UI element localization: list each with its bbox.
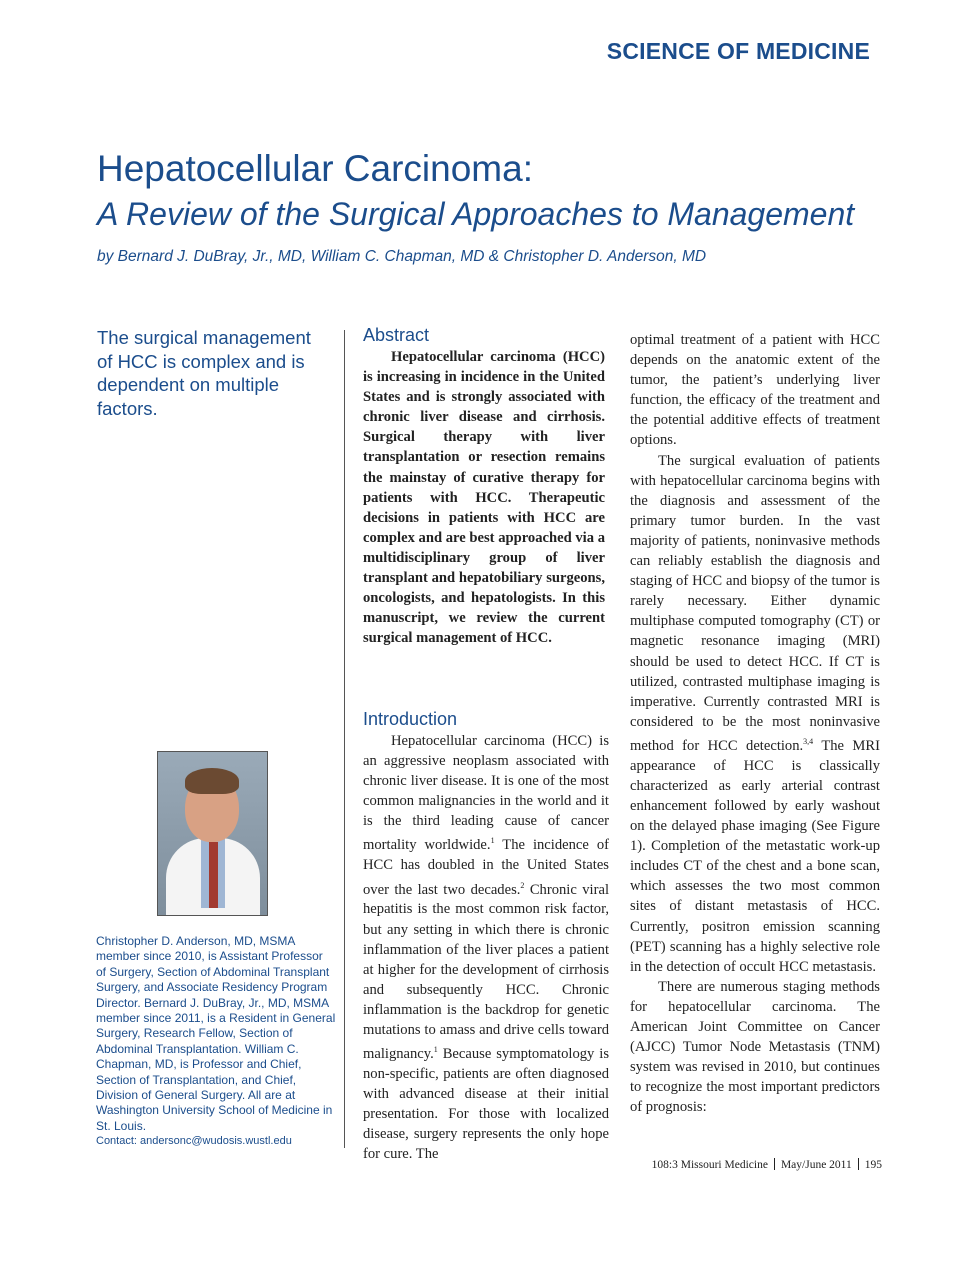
page-footer (652, 1158, 882, 1171)
author-byline: by Bernard J. DuBray, Jr., MD, William C. Chapman, MD & Christopher D. Anderson, MD (97, 248, 707, 265)
footer-date: May/June 2011 (780, 1159, 852, 1171)
author-contact: Contact: andersonc@wudosis.wustl.edu (96, 1135, 292, 1147)
introduction-body (363, 731, 609, 1165)
section-label: SCIENCE OF MEDICINE (606, 38, 870, 64)
author-bio: Christopher D. Anderson, MD, MSMA member since 2010, is Assistant Professor of Surgery, Section of Abdominal Transplant Surgery, and Associate Residency Program Director. Bernard J. DuBray, Jr., MD, MSMA member since 2011, is a Resident in General Surgery, Research Fellow, Section of Abdominal Transplantation. William C. Chapman, MD, is Professor and Chief, Section of Transplantation, and Chief, Division of General Surgery. All are at Washington University School of Medicine in St. Louis. (96, 934, 336, 1133)
abstract-body (363, 347, 605, 648)
column-three-paragraph-2: The surgical evaluation of patients with hepatocellular carcinoma begins with the diagnosis and assessment of the primary tumor burden. In the vast majority of patients, noninvasive methods can reliably establish the diagnosis and staging of HCC and biopsy of the tumor is rarely necessary. Either dynamic multiphase computed tomography (CT) or magnetic resonance imaging (MRI) should be used to detect HCC. If CT is utilized, contrasted multiphase imaging is imperative. Currently contrasted MRI is considered to be the most noninvasive method for HCC detection.$^{3,4}$ The MRI appearance of HCC is classically characterized as early arterial contrast enhancement followed by early washout on the delayed phase imaging (See Figure 1). Completion of the metastatic work-up includes CT of the chest and a bone scan, which assesses the two most common sites of distant metastasis of HCC. Currently, positron emission scanning (PET) scanning has a highly selective role in the detection of occult HCC metastasis. (630, 452, 880, 975)
column-three-paragraph-3: There are numerous staging methods for hepatocellular carcinoma. The American Joint Committee on Cancer (AJCC) Tumor Node Metastasis (TNM) system was revised in 2010, but continues to recognize the most important predictors of prognosis: (630, 978, 880, 1116)
photo-tie-shape (209, 842, 218, 908)
article-subtitle: A Review of the Surgical Approaches to Management (97, 196, 855, 232)
column-divider (344, 330, 345, 1148)
abstract-heading: Abstract (363, 325, 430, 345)
article-title: Hepatocellular Carcinoma: (97, 148, 533, 189)
photo-hair-shape (185, 768, 239, 794)
footer-issue: 108:3 Missouri Medicine (651, 1159, 768, 1171)
footer-separator (858, 1158, 859, 1170)
footer-page-number: 195 (864, 1159, 882, 1171)
author-photo (157, 751, 268, 916)
column-three-paragraph-1: optimal treatment of a patient with HCC depends on the anatomic extent of the tumor, the patient’s underlying liver function, the efficacy of the treatment and the potential additive effects of treatment options. (630, 332, 880, 449)
abstract-text: Hepatocellular carcinoma (HCC) is increasing in incidence in the United States and is strongly associated with chronic liver disease and cirrhosis. Surgical therapy with liver transplantation or resection remains the mainstay of curative therapy for patients with HCC. Therapeutic decisions in patients with HCC are complex and are best approached via a multidisciplinary group of liver transplant and hepatobiliary surgeons, oncologists, and hepatologists. In this manuscript, we review the current surgical management of HCC. (363, 349, 605, 647)
column-three-body (630, 330, 880, 1118)
introduction-paragraph: Hepatocellular carcinoma (HCC) is an aggressive neoplasm associated with chronic liver disease. It is one of the most common malignancies in the world and it is the third leading cause of cancer mortality worldwide.$^1$ The incidence of HCC has doubled in the United States over the last two decades.$^2$ Chronic viral hepatitis is the most common risk factor, but any setting in which there is chronic inflammation of the liver places a patient at higher for the development of cirrhosis and subsequently HCC. Chronic inflammation is the backdrop for genetic mutations to amass and drive cells toward malignancy.$^1$ Because symptomatology is non-specific, patients are often diagnosed with advanced disease at their initial presentation. For those with localized disease, surgery represents the only hope for cure. The (363, 733, 610, 1163)
footer-separator (774, 1158, 775, 1170)
introduction-heading: Introduction (363, 709, 458, 729)
pull-quote: The surgical management of HCC is complex and is dependent on multiple factors. (97, 327, 311, 419)
